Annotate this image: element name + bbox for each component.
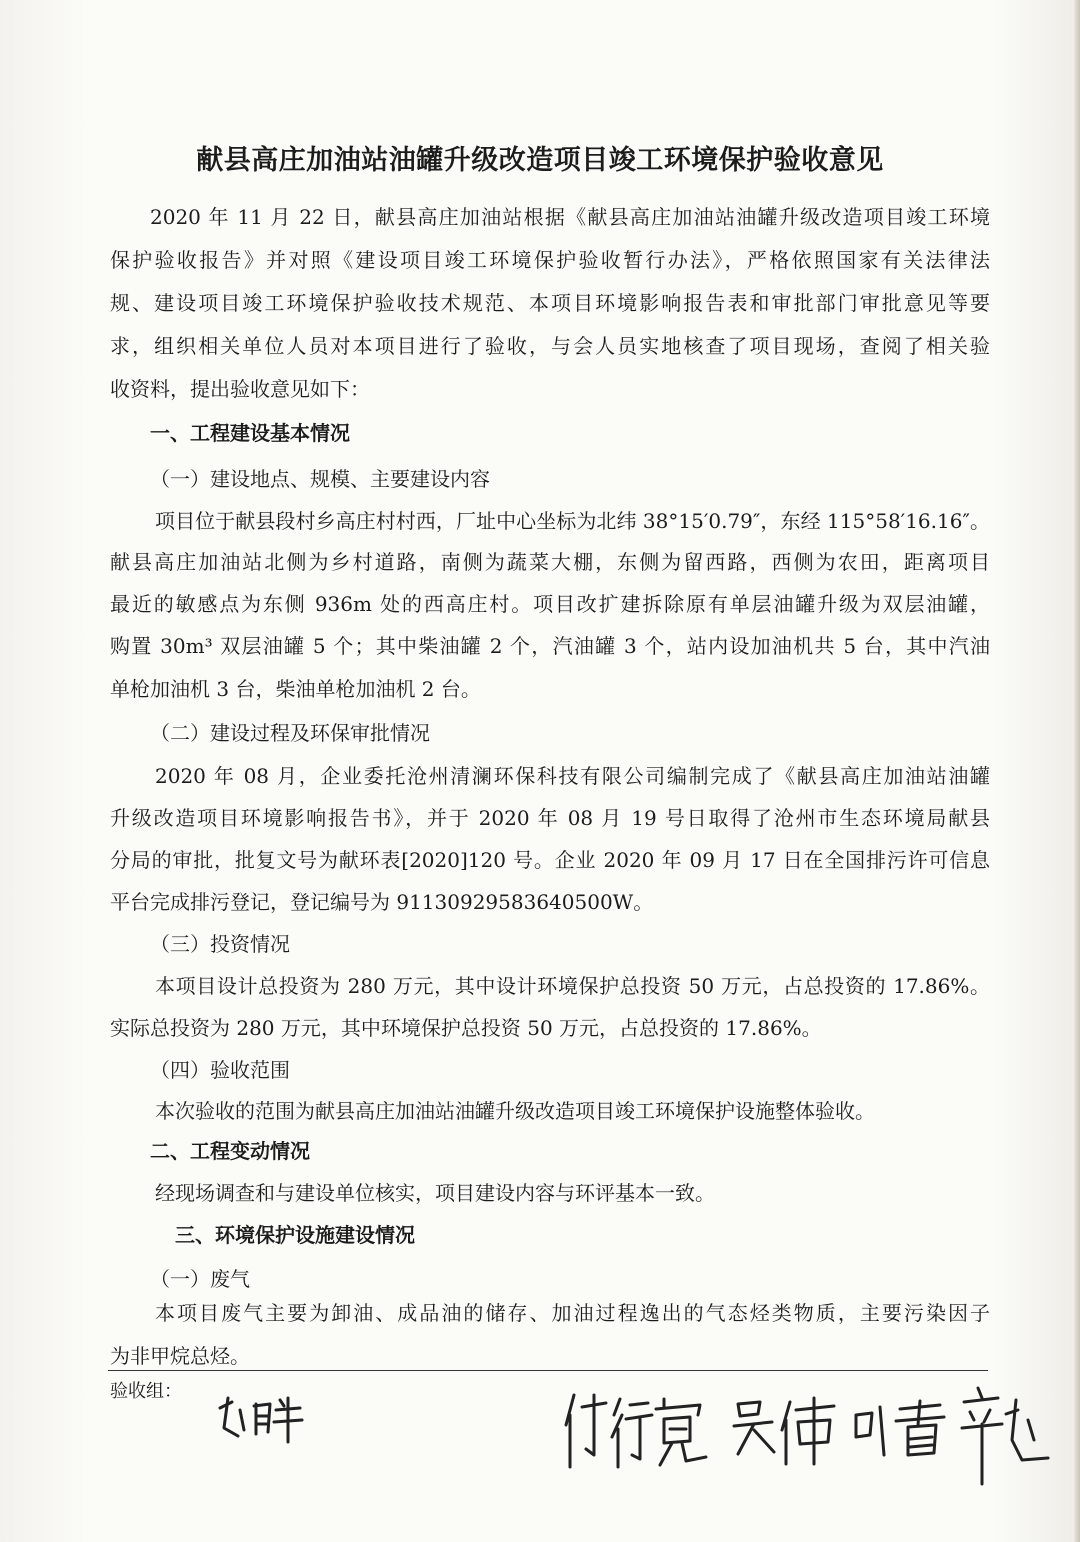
footer-divider	[108, 1370, 988, 1371]
sub5-heading: （一）废气	[150, 1267, 250, 1291]
sub3-heading: （三）投资情况	[150, 932, 290, 956]
sub1-heading: （一）建设地点、规模、主要建设内容	[150, 467, 490, 491]
sub3-line-1: 本项目设计总投资为 280 万元，其中设计环境保护总投资 50 万元，占总投资的 17.86%。	[155, 974, 990, 998]
sub2-line-3: 分局的审批，批复文号为献环表[2020]120 号。企业 2020 年 09 月 17 日在全国排污许可信息	[110, 848, 990, 872]
sub2-line-2: 升级改造项目环境影响报告书》，并于 2020 年 08 月 19 号日取得了沧州市生态环境局献县	[110, 806, 990, 830]
sub5-line-1: 本项目废气主要为卸油、成品油的储存、加油过程逸出的气态烃类物质，主要污染因子	[155, 1301, 990, 1325]
intro-line-4: 求，组织相关单位人员对本项目进行了验收，与会人员实地核查了项目现场，查阅了相关验	[110, 334, 990, 358]
signature-5	[958, 1380, 1058, 1490]
sub4-heading: （四）验收范围	[150, 1058, 290, 1082]
sub5-line-2: 为非甲烷总烃。	[110, 1344, 250, 1368]
acceptance-group-label: 验收组：	[110, 1381, 182, 1402]
sub1-line-2: 献县高庄加油站北侧为乡村道路，南侧为蔬菜大棚，东侧为留西路，西侧为农田，距离项目	[110, 550, 990, 574]
section3-heading: 三、环境保护设施建设情况	[175, 1223, 415, 1247]
sub1-line-5: 单枪加油机 3 台，柴油单枪加油机 2 台。	[110, 677, 481, 701]
sub1-line-4: 购置 30m³ 双层油罐 5 个；其中柴油罐 2 个，汽油罐 3 个，站内设加油机共 5 台，其中汽油	[110, 634, 990, 658]
signature-4	[850, 1395, 950, 1465]
section2-heading: 二、工程变动情况	[150, 1139, 310, 1163]
sub1-line-1: 项目位于献县段村乡高庄村村西，厂址中心坐标为北纬 38°15′0.79″，东经 115°58′16.16″。	[155, 509, 990, 533]
sub2-line-1: 2020 年 08 月，企业委托沧州清澜环保科技有限公司编制完成了《献县高庄加油站油罐	[155, 764, 990, 788]
intro-line-3: 规、建设项目竣工环境保护验收技术规范、本项目环境影响报告表和审批部门审批意见等要	[110, 291, 990, 315]
sub2-line-4: 平台完成排污登记，登记编号为 91130929583640500W。	[110, 890, 654, 914]
signature-2	[560, 1385, 710, 1475]
sub4-text: 本次验收的范围为献县高庄加油站油罐升级改造项目竣工环境保护设施整体验收。	[155, 1099, 875, 1123]
section2-text: 经现场调查和与建设单位核实，项目建设内容与环评基本一致。	[155, 1181, 715, 1205]
signature-3	[730, 1390, 840, 1470]
sub3-line-2: 实际总投资为 280 万元，其中环境保护总投资 50 万元，占总投资的 17.86%。	[110, 1016, 822, 1040]
signature-1	[210, 1388, 320, 1448]
intro-line-1: 2020 年 11 月 22 日，献县高庄加油站根据《献县高庄加油站油罐升级改造项目竣工环境	[150, 205, 990, 229]
sub2-heading: （二）建设过程及环保审批情况	[150, 721, 430, 745]
intro-line-5: 收资料，提出验收意见如下：	[110, 377, 370, 401]
section1-heading: 一、工程建设基本情况	[150, 421, 350, 445]
page-edge	[1074, 0, 1080, 1542]
sub1-line-3: 最近的敏感点为东侧 936m 处的西高庄村。项目改扩建拆除原有单层油罐升级为双层油罐，	[110, 592, 990, 616]
intro-line-2: 保护验收报告》并对照《建设项目竣工环境保护验收暂行办法》，严格依照国家有关法律法	[110, 248, 990, 272]
document-title: 献县高庄加油站油罐升级改造项目竣工环境保护验收意见	[196, 145, 884, 176]
